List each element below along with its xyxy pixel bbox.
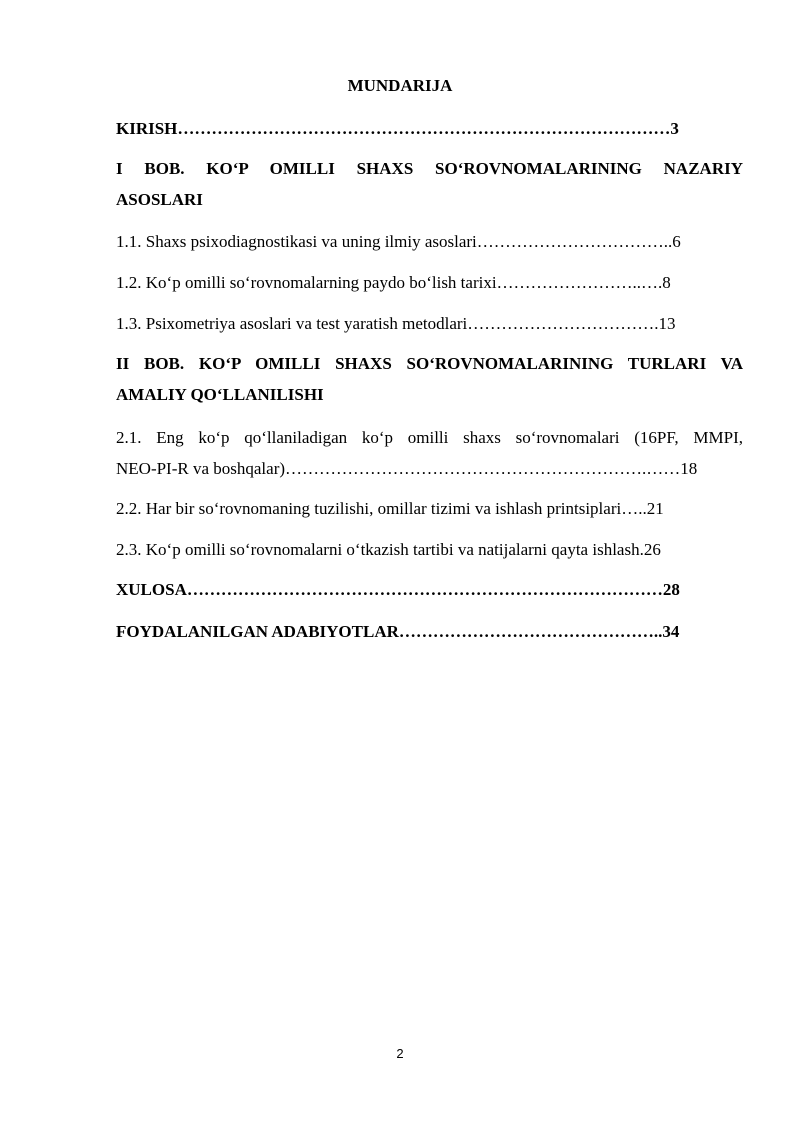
toc-entry-1-3: 1.3. Psixometriya asoslari va test yaratish metodlari…………………………….13 (116, 314, 676, 333)
toc-chapter-1-heading-cont: ASOSLARI (116, 190, 203, 209)
toc-chapter-2-heading-cont: AMALIY QO‘LLANILISHI (116, 385, 324, 404)
page-number: 2 (396, 1046, 404, 1061)
toc-entry-2-2: 2.2. Har bir so‘rovnomaning tuzilishi, omillar tizimi va ishlash printsiplari…..21 (116, 499, 664, 518)
toc-entry-2-1: 2.1. Eng ko‘p qo‘llaniladigan ko‘p omilli shaxs so‘rovnomalari (16PF, MMPI, (116, 428, 743, 447)
toc-entry-1-1: 1.1. Shaxs psixodiagnostikasi va uning ilmiy asoslari……………………………..6 (116, 232, 681, 251)
toc-entry-1-2: 1.2. Ko‘p omilli so‘rovnomalarning paydo bo‘lish tarixi……………………..….8 (116, 273, 671, 292)
toc-chapter-2-heading: II BOB. KO‘P OMILLI SHAXS SO‘ROVNOMALARINING TURLARI VA (116, 354, 743, 373)
toc-entry-adabiyotlar: FOYDALANILGAN ADABIYOTLAR………………………………………..34 (116, 622, 680, 641)
toc-chapter-1-heading: I BOB. KO‘P OMILLI SHAXS SO‘ROVNOMALARINING NAZARIY (116, 159, 743, 178)
toc-entry-2-3: 2.3. Ko‘p omilli so‘rovnomalarni o‘tkazish tartibi va natijalarni qayta ishlash.26 (116, 540, 661, 559)
toc-entry-xulosa: XULOSA…………………………………………………………………………28 (116, 580, 680, 599)
page-title: MUNDARIJA (347, 76, 453, 95)
toc-entry-2-1-cont: NEO-PI-R va boshqalar)……………………………………………………….……18 (116, 459, 698, 478)
toc-entry-kirish: KIRISH……………………………………………………………………………3 (116, 119, 679, 138)
